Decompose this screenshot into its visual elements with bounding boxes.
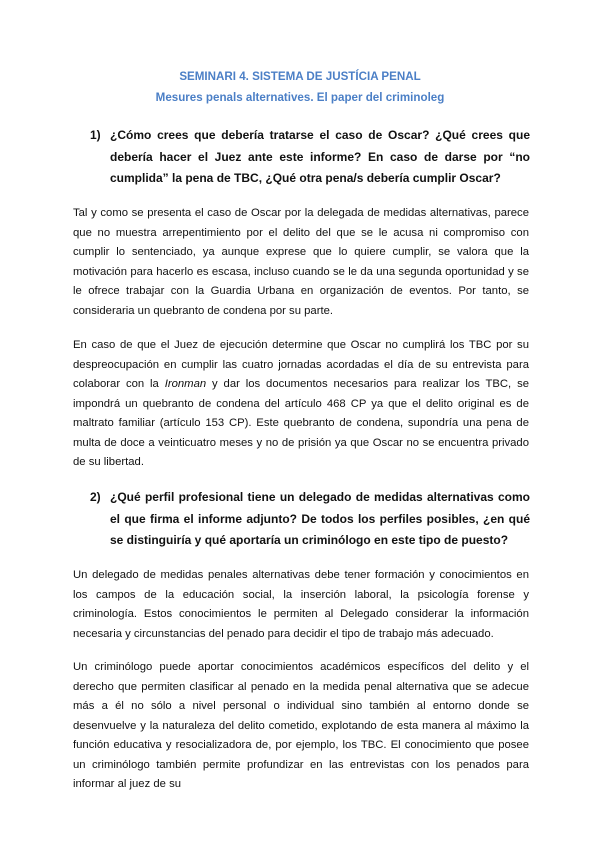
document-subtitle: Mesures penals alternatives. El paper del criminoleg [155,91,445,104]
answer-1-paragraph-2-part-2: y dar los documentos necesarios para realizar los TBC, se impondrá un quebranto de condena del artículo 468 CP ya que el delito original es de maltrato familiar (artículo 153 CP). Este quebranto de condena, supondría una pena de multa de doce a veinticuatro meses y no de prisión ya que Oscar no se encuentra privado de su libertad. [73,378,529,468]
document-title: SEMINARI 4. SISTEMA DE JUSTÍCIA PENAL [179,70,421,83]
question-1 [90,125,530,190]
question-2-text: ¿Qué perfil profesional tiene un delegado de medidas alternativas como el que firma el informe adjunto? De todos los perfiles posibles, ¿en qué se distinguiría y qué aportaría un criminólogo en este tipo de puesto? [110,490,530,547]
answer-1-paragraph-2-part-1: En caso de que el Juez de ejecución determine que Oscar no cumplirá los TBC por su despreocupación en cumplir las cuatro jornadas acordadas el día de su entrevista para colaborar con la [73,339,529,390]
ironman-term: Ironman [164,378,207,390]
answer-2-paragraph-1: Un delegado de medidas penales alternativas debe tener formación y conocimientos en los campos de la educación social, la inserción laboral, la psicología forense y criminología. Estos conocimientos le permiten al Delegado considerar la información necesaria y circunstancias del penado para decidir el tipo de trabajo más adecuado. [73,569,529,640]
answer-1-paragraph-1: Tal y como se presenta el caso de Oscar por la delegada de medidas alternativas, parece que no muestra arrepentimiento por el delito del que se le acusa ni compromiso con cumplir lo sentenciado, ya aunque exprese que lo quiere cumplir, se valora que la motivación para hacerlo es escasa, incluso cuando se le da una segunda oportunidad y se le ofrece trabajar con la Guardia Urbana en organización de eventos. Por tanto, se consideraria un quebranto de condena por su parte. [73,207,529,317]
question-1-text: ¿Cómo crees que debería tratarse el caso de Oscar? ¿Qué crees que debería hacer el Juez ante este informe? En caso de darse por “no cumplida” la pena de TBC, ¿Qué otra pena/s debería cumplir Oscar? [110,128,530,185]
question-1-number: 1) [90,128,101,142]
answer-1-paragraph-2 [73,336,529,473]
answer-2-paragraph-2: Un criminólogo puede aportar conocimientos académicos específicos del delito y el derecho que permiten clasificar al penado en la medida penal alternativa que se adecue más a él no sólo a nivel personal o individual sino también al entorno donde se desenvuelve y la naturaleza del delito cometido, explotando de esta manera al máximo la función educativa y resocializadora de, por ejemplo, los TBC. El conocimiento que posee un criminólogo también permite profundizar en las entrevistas con los penados para informar al juez de su [73,661,529,790]
question-2-number: 2) [90,490,101,504]
question-2 [90,487,530,552]
